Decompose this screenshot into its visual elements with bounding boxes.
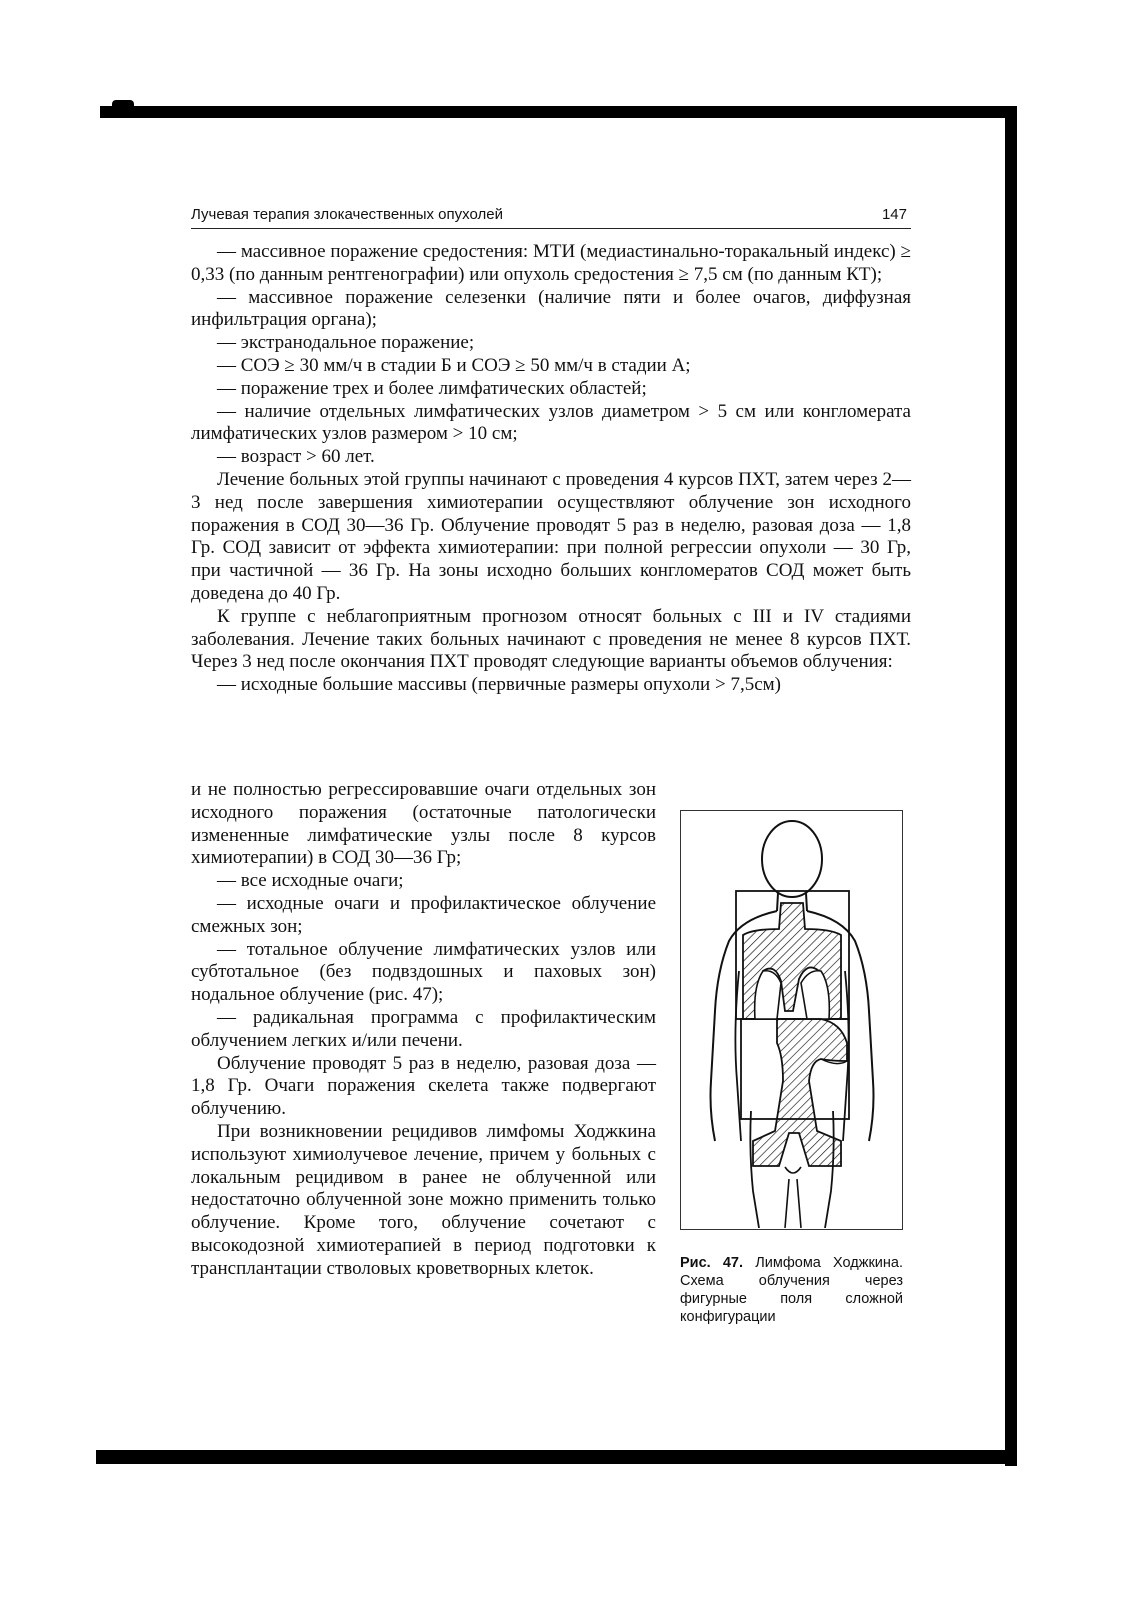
body-text-full-width [191,241,911,697]
list-item: — СОЭ ≥ 30 мм/ч в стадии Б и СОЭ ≥ 50 мм/ч в стадии А; [217,354,691,376]
scan-border-bottom [96,1450,1017,1464]
running-head [191,206,911,229]
list-item: — поражение трех и более лимфатических областей; [217,377,647,399]
right-lung-block [801,971,829,1019]
list-item: — исходные большие массивы (первичные размеры опухоли > 7,5см) [217,674,781,696]
paragraph: Лечение больных этой группы начинают с проведения 4 курсов ПХТ, затем через 2—3 нед после завершения химиотерапии осуществляют облучение зон исходного поражения в СОД 30—36 Гр. Облучение проводят 5 раз в неделю, разовая доза — 1,8 Гр. СОД зависит от эффекта химиотерапии: при полной регрессии опухоли — 30 Гр, при частичной — 36 Гр. На зоны исходно больших конгломератов СОД может быть доведена до 40 Гр. [191,468,911,604]
paragraph: При возникновении рецидивов лимфомы Ходжкина используют химиолучевое лечение, причем у больных с локальным рецидивом в ранее не облученной или недостаточно облученной зоне можно применить только облучение. Кроме того, облучение сочетают с высокодозной химиотерапией в период подготовки к трансплантации стволовых кроветворных клеток. [191,1120,656,1279]
list-item-continuation: и не полностью регрессировавшие очаги отдельных зон исходного поражения (остаточные патологически измененные лимфатические узлы после 8 курсов химиотерапии) в СОД 30—36 Гр; [191,779,656,869]
paragraph: Облучение проводят 5 раз в неделю, разовая доза — 1,8 Гр. Очаги поражения скелета также подвергают облучению. [191,1052,656,1120]
body-text-wrapped [191,779,656,1281]
scan-border-top [100,106,1016,118]
list-item: — наличие отдельных лимфатических узлов диаметром > 5 см или конгломерата лимфатических узлов размером > 10 см; [191,400,911,445]
paragraph: К группе с неблагоприятным прогнозом относят больных с III и IV стадиями заболевания. Лечение таких больных начинают с проведения не менее 8 курсов ПХТ. Через 3 нед после окончания ПХТ проводят следующие варианты объемов облучения: [191,605,911,673]
head-outline [762,821,822,897]
left-lung-block [755,971,781,1019]
list-item: — радикальная программа с профилактическим облучением легких и/или печени. [191,1006,656,1051]
list-item: — экстранодальное поражение; [217,332,475,354]
figure-caption-text: Лимфома Ходжкина. Схема облучения через фигурные поля сложной конфигурации [680,1255,903,1325]
list-item: — возраст > 60 лет. [217,446,375,468]
figure-label: Рис. 47. [680,1255,744,1271]
body-irradiation-diagram [681,811,901,1228]
figure-47-illustration [680,810,903,1230]
list-item: — массивное поражение селезенки (наличие пяти и более очагов, диффузная инфильтрация органа); [191,286,911,331]
figure-caption [680,1254,903,1326]
inverted-y-field [753,1019,847,1166]
scan-border-right [1005,106,1017,1466]
list-item: — все исходные очаги; [217,870,404,892]
list-item: — исходные очаги и профилактическое облучение смежных зон; [191,892,656,937]
list-item: — тотальное облучение лимфатических узлов или субтотальное (без подвздошных и паховых зон) нодальное облучение (рис. 47); [191,938,656,1006]
list-item: — массивное поражение средостения: МТИ (медиастинально-торакальный индекс) ≥ 0,33 (по данным рентгенографии) или опухоль средостения ≥ 7,5 см (по данным КТ); [191,241,911,285]
page-number: 147 [881,206,907,223]
running-head-title: Лучевая терапия злокачественных опухолей [191,206,503,223]
